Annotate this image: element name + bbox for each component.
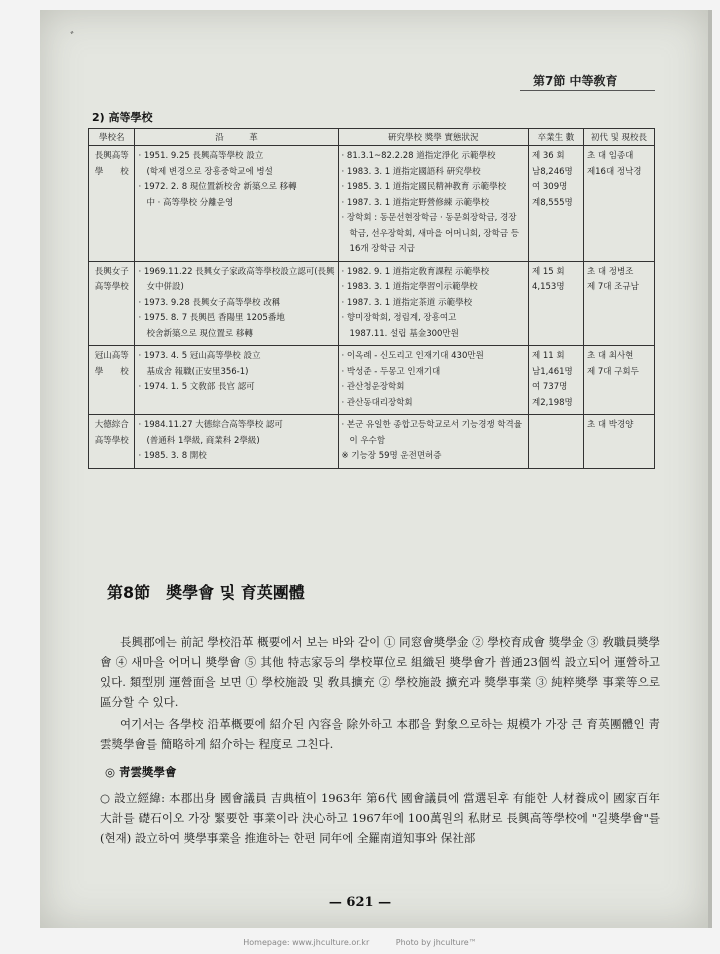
running-header: 第7節 中等敎育: [533, 74, 618, 88]
column-header-graduates: 卒業生 數: [528, 129, 583, 146]
research-cell: · 본군 유일한 종합고등학교로서 기능경쟁 학격율 이 우수함 ※ 기능장 59명 운전면허증: [338, 415, 528, 469]
column-header-history: 沿 革: [135, 129, 338, 146]
footer-homepage: Homepage: www.jhculture.or.kr: [243, 938, 370, 947]
history-cell: · 1969.11.22 長興女子家政高等學校設立認可(長興 女中併設) · 1973. 9.28 長興女子高等學校 改稱 · 1975. 8. 7 長興邑 香陽里 1205番地 校舍新築으로 現位置로 移轉: [135, 261, 338, 346]
page-number: — 621 —: [328, 895, 392, 910]
history-cell: · 1984.11.27 大德綜合高等學校 認可 (普通科 1學級, 商業科 2學級) · 1985. 3. 8 開校: [135, 415, 338, 469]
item-heading-cheongun: ◎ 靑雲獎學會: [105, 765, 177, 779]
ink-speck: ﾞ: [70, 30, 77, 44]
school-name-cell: 長興高等 學 校: [89, 146, 135, 262]
table-row: [89, 261, 655, 346]
research-cell: · 81.3.1~82.2.28 道指定淨化 示範學校 · 1983. 3. 1 道指定國語科 硏究學校 · 1985. 3. 1 道指定國民精神教育 示範學校 · 1987. 3. 1 道指定野營修練 示範學校 · 장학회 : 동문선현장학금 · 동문회장학금, 경장 학금, 선우장학회, 새마을 어머니회, 장학금 등 16개 장학금 지급: [338, 146, 528, 262]
graduates-cell: 제 11 회 남1,461명 여 737명 계2,198명: [528, 346, 583, 415]
column-header-research: 硏究學校 獎學 實態狀況: [338, 129, 528, 146]
principals-cell: 초 대 최사현 제 7대 구회두: [583, 346, 654, 415]
research-cell: · 이옥례 - 신도리고 인재기대 430만원 · 박성준 - 두몽고 인재기대 · 관산청운장학회 · 관산동대리장학회: [338, 346, 528, 415]
school-name-cell: 長興女子 高等學校: [89, 261, 135, 346]
column-header-school: 學校名: [89, 129, 135, 146]
section-title: 第8節 奬學會 및 育英團體: [107, 583, 305, 602]
graduates-cell: [528, 415, 583, 469]
paragraph-scholarship-overview: [100, 632, 660, 712]
high-school-table: [88, 128, 655, 469]
paragraph-establishment: [100, 788, 660, 848]
header-divider: [520, 90, 655, 91]
paragraph-text: 長興郡에는 前記 學校沿革 概要에서 보는 바와 같이 ① 同窓會奬學金 ② 學校育成會 獎學金 ③ 敎職員奬學會 ④ 새마을 어머니 奬學會 ⑤ 其他 特志家등의 學校單位로 組織된 奬學會가 普通23個씩 設立되어 運營하고 있다. 類型別 運營面을 보면 ① 學校施設 및 敎具擴充 ② 學校施設 擴充과 獎學事業 ③ 純粹奬學 事業等으로 區分할 수 있다.: [100, 635, 660, 709]
principals-cell: 초 대 정병조 제 7대 조규남: [583, 261, 654, 346]
paragraph-text: 여기서는 各學校 沿革概要에 紹介된 內容을 除外하고 本郡을 對象으로하는 規模가 가장 큰 育英團體인 靑雲獎學會를 簡略하게 紹介하는 程度로 그친다.: [100, 717, 660, 751]
footer-photo-credit: Photo by jhculture™: [395, 938, 477, 947]
history-cell: · 1951. 9.25 長興高等學校 設立 (학제 변경으로 장흥중학교에 병설 · 1972. 2. 8 現位置新校舍 新築으로 移轉 中 · 高等學校 分離운영: [135, 146, 338, 262]
table-header-row: [89, 129, 655, 146]
history-cell: · 1973. 4. 5 冠山高等學校 設立 基成舍 報職(正安里356-1) · 1974. 1. 5 文敎部 長官 認可: [135, 346, 338, 415]
principals-cell: 초 대 임종대 제16대 정낙경: [583, 146, 654, 262]
school-name-cell: 大德綜合 高等學校: [89, 415, 135, 469]
paragraph-scope: [100, 714, 660, 754]
research-cell: · 1982. 9. 1 道指定敎育課程 示範學校 · 1983. 3. 1 道指定學習이示範學校 · 1987. 3. 1 道指定茶道 示範學校 · 향미장학회, 정림계, 장흥여고 1987.11. 설립 基金300만원: [338, 261, 528, 346]
paragraph-text: ○ 設立經緯: 本郡出身 國會議員 吉典植이 1963年 第6代 國會議員에 當選된후 有能한 人材養成이 國家百年 大計를 礎石이오 가장 緊要한 事業이라 決心하고 1967年에 100萬원의 私財로 長興高等學校에 "길奬學會"를 (현재) 設立하여 奬學事業을 推進하는 한편 同年에 全羅南道知事와 保社部: [100, 791, 660, 845]
table-title: 2) 高等學校: [92, 111, 153, 124]
table-row: [89, 415, 655, 469]
graduates-cell: 제 36 회 남8,246명 여 309명 계8,555명: [528, 146, 583, 262]
graduates-cell: 제 15 회 4,153명: [528, 261, 583, 346]
principals-cell: 초 대 박경양: [583, 415, 654, 469]
school-name-cell: 冠山高等 學 校: [89, 346, 135, 415]
table-row: [89, 346, 655, 415]
table-row: [89, 146, 655, 262]
photo-credit-footer: [0, 938, 720, 947]
column-header-principals: 初代 및 現校長: [583, 129, 654, 146]
